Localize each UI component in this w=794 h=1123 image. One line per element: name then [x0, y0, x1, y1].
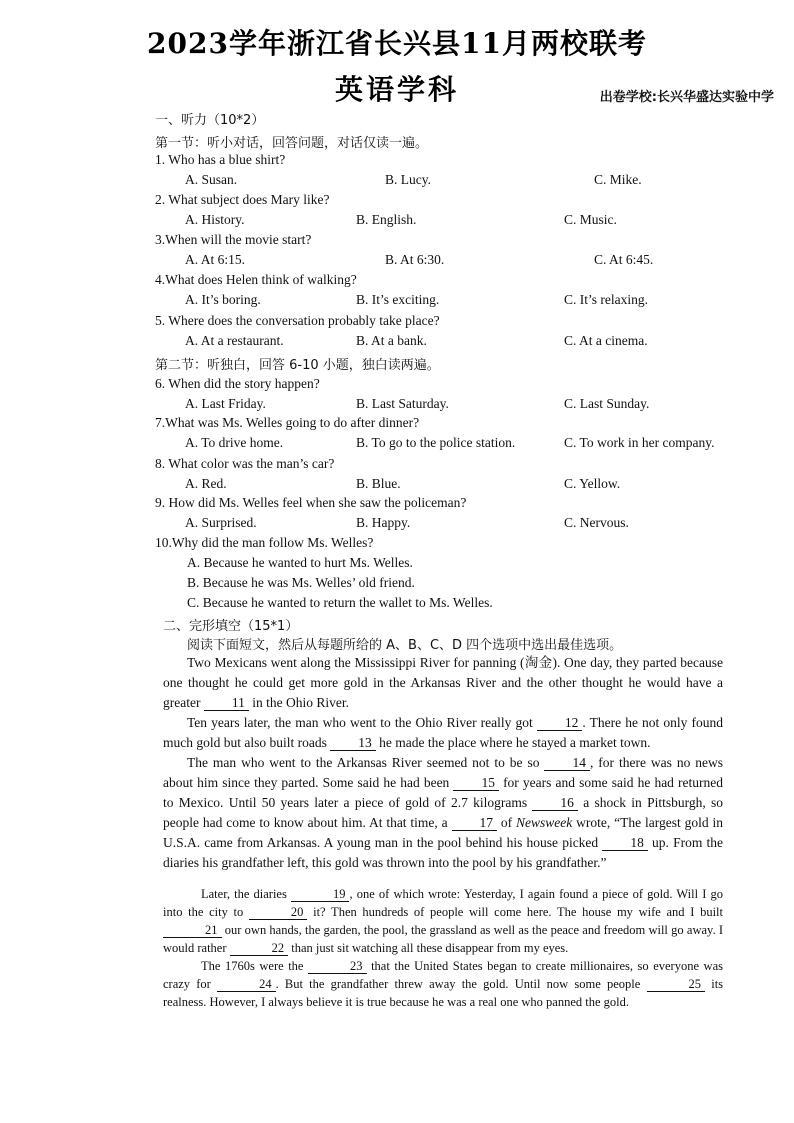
blank-12: 12	[537, 716, 583, 731]
exam-title: 2023学年浙江省长兴县11月两校联考	[147, 27, 647, 60]
cloze-paragraph-3: The man who went to the Arkansas River seemed not to be so 14 , for there was no news about him since they parted. Some said he had been 15 for years and some said he had returned to Mexico. Until 50 years later a piece of gold of 2.7 kilograms 16 a shock in Pittsburgh, so people had come to know about him. At that time, a 17 of Newsweek wrote, “The largest gold in U.S.A. came from Arkansas. A young man in the pool behind his house picked 18 up. From the diaries his grandfather left, this gold was thrown into the pool by his grandfather.”	[163, 755, 724, 870]
cloze-section-title: 二、完形填空（15*1）	[163, 619, 299, 634]
blank-15: 15	[453, 776, 499, 791]
q2-option-a: A. History.	[185, 212, 245, 227]
blank-22: 22	[230, 941, 289, 956]
q10-option-c: C. Because he wanted to return the wallet to Ms. Welles.	[187, 595, 493, 610]
q9-option-a: A. Surprised.	[185, 515, 257, 530]
q4-option-a: A. It’s boring.	[185, 292, 261, 307]
cloze-paragraph-5: The 1760s were the 23 that the United States began to create millionaires, so everyone was crazy for 24 . But the grandfather threw away the gold. Until now some people 25 its realness. However, I always believe it is true because he was a real one who panned the gold.	[163, 959, 724, 1009]
q2-option-c: C. Music.	[564, 212, 617, 227]
question-7: 7.What was Ms. Welles going to do after dinner?	[155, 415, 420, 430]
question-2: 2. What subject does Mary like?	[155, 192, 330, 207]
question-6: 6. When did the story happen?	[155, 376, 320, 391]
blank-11: 11	[204, 696, 249, 711]
listening-part2-instruction: 第二节：听独白，回答 6-10 小题，独白读两遍。	[155, 358, 440, 373]
q1-option-a: A. Susan.	[185, 172, 238, 187]
magazine-name: Newsweek	[516, 815, 573, 830]
question-5: 5. Where does the conversation probably take place?	[155, 313, 440, 328]
q1-option-b: B. Lucy.	[385, 172, 431, 187]
q8-option-a: A. Red.	[185, 476, 227, 491]
q1-option-c: C. Mike.	[594, 172, 642, 187]
listening-section-title: 一、听力（10*2）	[155, 113, 265, 128]
q8-option-b: B. Blue.	[356, 476, 401, 491]
q7-option-a: A. To drive home.	[185, 435, 284, 450]
blank-17: 17	[452, 816, 498, 831]
q7-option-c: C. To work in her company.	[564, 435, 715, 450]
blank-18: 18	[602, 836, 648, 851]
blank-25: 25	[647, 977, 706, 992]
q10-option-a: A. Because he wanted to hurt Ms. Welles.	[187, 555, 413, 570]
q2-option-b: B. English.	[356, 212, 417, 227]
q3-option-b: B. At 6:30.	[385, 252, 445, 267]
q7-option-b: B. To go to the police station.	[356, 435, 516, 450]
blank-23: 23	[308, 959, 367, 974]
blank-14: 14	[544, 756, 590, 771]
q9-option-b: B. Happy.	[356, 515, 411, 530]
question-3: 3.When will the movie start?	[155, 232, 312, 247]
q5-option-a: A. At a restaurant.	[185, 333, 284, 348]
q6-option-c: C. Last Sunday.	[564, 396, 650, 411]
q8-option-c: C. Yellow.	[564, 476, 621, 491]
listening-part1-instruction: 第一节：听小对话，回答问题，对话仅读一遍。	[155, 136, 429, 151]
question-8: 8. What color was the man’s car?	[155, 456, 335, 471]
cloze-paragraph-4: Later, the diaries 19 , one of which wrote: Yesterday, I again found a piece of gold. Will I go into the city to 20 it? Then hundreds of people will come here. The house my wife and I built 21 our own hands, the garden, the pool, the grassland as well as the peace and freedom will go away. I would rather 22 than just sit watching all these disappear from my eyes.	[163, 887, 724, 955]
q3-option-a: A. At 6:15.	[185, 252, 246, 267]
cloze-paragraph-2: Ten years later, the man who went to the Ohio River really got 12 . There he not only found much gold but also built roads 13 he made the place where he stayed a market town.	[163, 715, 723, 750]
question-1: 1. Who has a blue shirt?	[155, 152, 286, 167]
subject-title: 英语学科	[334, 73, 459, 106]
cloze-paragraph-1: Two Mexicans went along the Mississippi River for panning (淘金). One day, they parted because one thought he could get more gold in the Arkansas River and the other thought he would have a greater 11 in the Ohio River.	[163, 655, 723, 710]
blank-24: 24	[217, 977, 276, 992]
school-name: 出卷学校:长兴华盛达实验中学	[599, 90, 774, 105]
q9-option-c: C. Nervous.	[564, 515, 629, 530]
q6-option-a: A. Last Friday.	[185, 396, 266, 411]
blank-20: 20	[249, 905, 308, 920]
cloze-instruction: 阅读下面短文，然后从每题所给的 A、B、C、D 四个选项中选出最佳选项。	[187, 638, 623, 653]
q6-option-b: B. Last Saturday.	[356, 396, 449, 411]
q5-option-b: B. At a bank.	[356, 333, 427, 348]
q10-option-b: B. Because he was Ms. Welles’ old friend.	[187, 575, 415, 590]
blank-19: 19	[291, 887, 350, 902]
blank-13: 13	[330, 736, 376, 751]
question-10: 10.Why did the man follow Ms. Welles?	[155, 535, 374, 550]
q5-option-c: C. At a cinema.	[564, 333, 648, 348]
q3-option-c: C. At 6:45.	[594, 252, 654, 267]
question-9: 9. How did Ms. Welles feel when she saw the policeman?	[155, 495, 467, 510]
blank-21: 21	[163, 923, 222, 938]
q4-option-b: B. It’s exciting.	[356, 292, 440, 307]
question-4: 4.What does Helen think of walking?	[155, 272, 357, 287]
blank-16: 16	[532, 796, 578, 811]
q4-option-c: C. It’s relaxing.	[564, 292, 648, 307]
